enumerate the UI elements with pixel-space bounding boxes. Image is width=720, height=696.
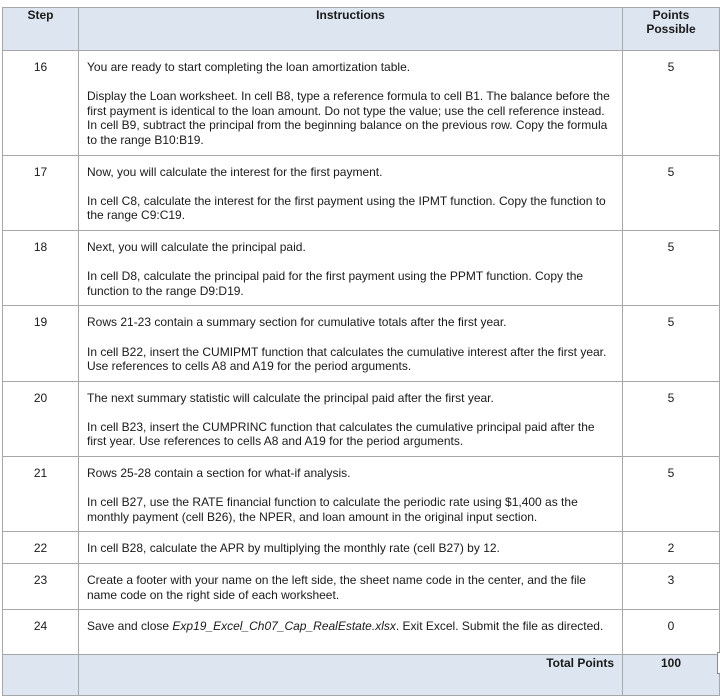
table-row	[3, 532, 720, 564]
table-row	[3, 381, 720, 456]
points-header-line1: Points	[652, 8, 690, 22]
step-number: 18	[3, 230, 79, 305]
instructions-table	[2, 7, 720, 696]
table-row	[3, 306, 720, 381]
points-column-header	[623, 8, 720, 51]
instruction-text-end: . Exit Excel. Submit the file as directed.	[395, 619, 604, 634]
total-points-label: Total Points	[79, 655, 623, 696]
step-column-header: Step	[3, 8, 79, 51]
instruction-text: Now, you will calculate the interest for the first payment.	[87, 164, 383, 179]
total-points-value: 100	[623, 655, 720, 696]
instruction-cell	[79, 306, 623, 381]
instruction-text: In cell C8, calculate the interest for the first payment using the IPMT function. Copy the function to the range C9:C19.	[87, 193, 606, 223]
points-value: 5	[623, 230, 720, 305]
table-row	[3, 155, 720, 230]
instruction-text: Rows 25-28 contain a section for what-if analysis.	[87, 466, 351, 481]
instruction-text: Rows 21-23 contain a summary section for cumulative totals after the first year.	[87, 315, 507, 330]
instruction-text	[87, 619, 614, 634]
points-value: 5	[623, 306, 720, 381]
table-row	[3, 564, 720, 610]
step-number: 23	[3, 564, 79, 610]
instructions-column-header: Instructions	[79, 8, 623, 51]
points-header-line2: Possible	[646, 22, 696, 36]
instruction-text-start: Save and close	[87, 619, 173, 634]
instruction-cell	[79, 381, 623, 456]
instruction-text: Create a footer with your name on the left side, the sheet name code in the center, and the file name code on the right side of each worksheet.	[87, 573, 586, 602]
file-name: Exp19_Excel_Ch07_Cap_RealEstate.xlsx	[172, 619, 396, 634]
instruction-text: You are ready to start completing the loan amortization table.	[87, 60, 411, 74]
instruction-text: In cell B28, calculate the APR by multiplying the monthly rate (cell B27) by 12.	[87, 541, 500, 556]
instruction-cell	[79, 564, 623, 610]
instruction-cell	[79, 230, 623, 305]
points-value: 5	[623, 155, 720, 230]
table-row	[3, 51, 720, 156]
step-number: 16	[3, 51, 79, 156]
points-value: 5	[623, 381, 720, 456]
step-number: 20	[3, 381, 79, 456]
total-spacer	[3, 655, 79, 696]
points-value: 2	[623, 532, 720, 564]
instruction-cell	[79, 457, 623, 532]
table-row	[3, 230, 720, 305]
instruction-text: Display the Loan worksheet. In cell B8, type a reference formula to cell B1. The balance before the first payment is identical to the loan amount. Do not type the value; use the cell reference instead. In cell B9, subtract the principal from the beginning balance on the previous row. Copy the formula to the range B10:B19.	[87, 89, 610, 147]
points-value: 3	[623, 564, 720, 610]
instruction-cell	[79, 610, 623, 655]
table-row	[3, 610, 720, 655]
step-number: 21	[3, 457, 79, 532]
instruction-text: In cell B27, use the RATE financial function to calculate the periodic rate using $1,400 as the monthly payment (cell B26), the NPER, and loan amount in the original input section.	[87, 495, 578, 524]
step-number: 17	[3, 155, 79, 230]
step-number: 22	[3, 532, 79, 564]
step-number: 19	[3, 306, 79, 381]
instruction-cell	[79, 532, 623, 564]
points-value: 0	[623, 610, 720, 655]
instruction-cell	[79, 155, 623, 230]
instruction-text: In cell D8, calculate the principal paid for the first payment using the PPMT function. Copy the function to the range D9:D19.	[87, 269, 584, 298]
header-row	[3, 8, 720, 51]
table-row	[3, 457, 720, 532]
total-row	[3, 655, 720, 696]
instruction-text: In cell B22, insert the CUMIPMT function that calculates the cumulative interest after the first year. Use references to cells A8 and A19 for the period arguments.	[87, 344, 607, 374]
points-value: 5	[623, 457, 720, 532]
step-number: 24	[3, 610, 79, 655]
instruction-text: In cell B23, insert the CUMPRINC function that calculates the cumulative principal paid after the first year. Use references to cells A8 and A19 for the period arguments.	[87, 419, 595, 449]
instruction-text: The next summary statistic will calculate the principal paid after the first year.	[87, 390, 494, 405]
instruction-text: Next, you will calculate the principal paid.	[87, 239, 306, 254]
points-value: 5	[623, 51, 720, 156]
instruction-cell	[79, 51, 623, 156]
